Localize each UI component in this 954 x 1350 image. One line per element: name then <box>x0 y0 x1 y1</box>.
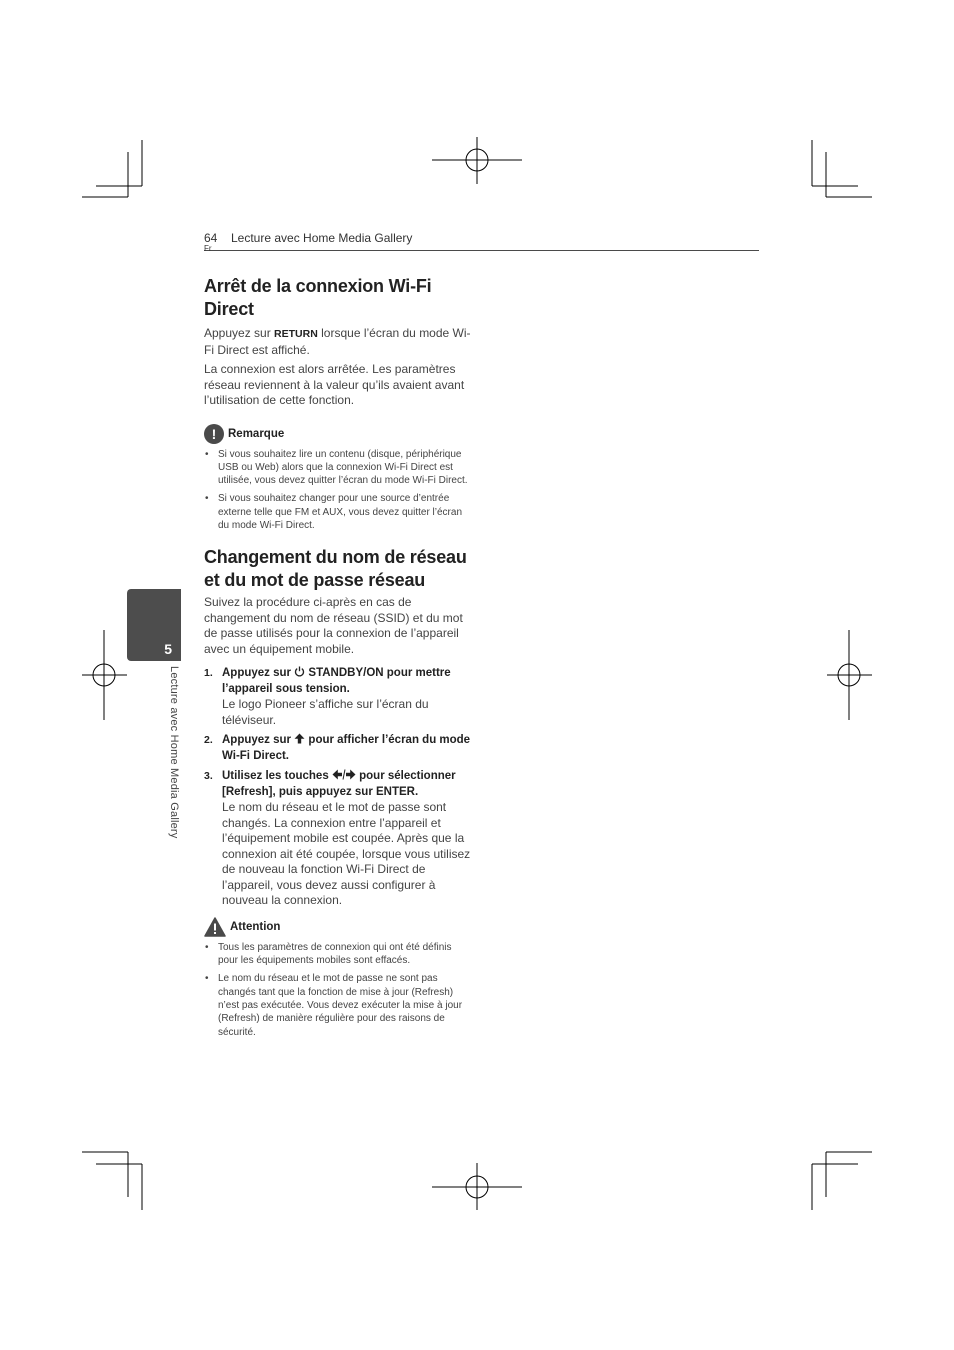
step-title <box>222 769 474 800</box>
text-fragment: pour afficher l’écran du mode Wi-Fi Direct. <box>222 734 471 762</box>
text-fragment: Utilisez les touches <box>222 770 332 783</box>
step-body: Le logo Pioneer s’affiche sur l’écran du téléviseur. <box>222 697 429 727</box>
section-title-stop-wifi-direct: Arrêt de la connexion Wi-Fi Direct <box>204 276 432 319</box>
note-heading <box>204 424 474 444</box>
chapter-label: Lecture avec Home Media Gallery <box>168 666 180 839</box>
note-item: • Si vous souhaitez lire un contenu (disque, périphérique USB ou Web) alors que la connexion Wi-Fi Direct est utilisée, vous devez quitter l’écran du mode Wi-Fi Direct. <box>204 448 474 488</box>
chapter-number: 5 <box>164 641 172 657</box>
paragraph-return-instruction <box>204 326 474 358</box>
attention-item: • Tous les paramètres de connexion qui ont été définis pour les équipements mobiles sont effacés. <box>204 941 474 968</box>
text-fragment: STANDBY/ON pour mettre l’appareil sous tension. <box>222 667 451 695</box>
attention-heading <box>204 917 474 937</box>
warning-triangle-icon <box>204 917 226 937</box>
running-header <box>204 230 759 251</box>
content-column <box>204 275 474 1044</box>
paragraph-intro: Suivez la procédure ci-après en cas de changement du nom de réseau (SSID) et du mot de passe utilisés pour la connexion de l’appareil avec un équipement mobile. <box>204 595 463 656</box>
crop-mark-bottom-right <box>812 1152 872 1210</box>
chapter-tab <box>127 589 181 661</box>
attention-list <box>204 941 474 1039</box>
text-fragment: Appuyez sur <box>204 326 275 340</box>
paragraph-connection-stopped: La connexion est alors arrêtée. Les paramètres réseau reviennent à la valeur qu’ils avaient avant l’utilisation de cette fonction. <box>204 362 465 407</box>
step-number: 2. <box>204 734 213 747</box>
power-icon <box>294 666 305 677</box>
note-item: • Si vous souhaitez changer pour une source d’entrée externe telle que FM et AUX, vous devez quitter l’écran du mode Wi-Fi Direct. <box>204 492 474 532</box>
text-fragment: lorsque l’écran du mode Wi-Fi Direct est affiché. <box>204 326 471 357</box>
step-item <box>204 666 474 728</box>
note-title: Remarque <box>228 427 285 440</box>
step-item <box>204 733 474 764</box>
step-number: 3. <box>204 770 213 783</box>
arrow-left-right-icon <box>332 769 356 780</box>
registration-mark-right <box>827 630 872 720</box>
step-number: 1. <box>204 667 213 680</box>
exclamation-circle-icon: ! <box>204 424 224 444</box>
text-fragment: Appuyez sur <box>222 734 295 747</box>
step-title <box>222 666 474 697</box>
registration-mark-top <box>432 137 522 184</box>
text-fragment: pour sélectionner [Refresh], puis appuyez sur ENTER. <box>222 770 456 798</box>
step-title <box>222 733 474 764</box>
step-item <box>204 769 474 909</box>
registration-mark-bottom <box>432 1163 522 1210</box>
step-body: Le nom du réseau et le mot de passe sont changés. La connexion entre l’appareil et l’équipement mobile est coupée. Après que la connexion ait été coupée, lorsque vous utilisez de nouveau la fonction Wi-Fi Direct de l’appareil, vous devez aussi configurer à nouveau la connexion. <box>222 800 471 908</box>
crop-mark-bottom-left <box>82 1152 142 1210</box>
arrow-up-icon <box>294 733 305 744</box>
steps-list <box>204 666 474 909</box>
page-language: Fr <box>204 244 212 253</box>
attention-title: Attention <box>230 920 281 933</box>
note-list <box>204 448 474 533</box>
text-fragment: Appuyez sur <box>222 667 295 680</box>
section-title-change-network-name: Changement du nom de réseau et du mot de passe réseau <box>204 547 467 591</box>
return-key-label: RETURN <box>274 328 318 340</box>
registration-mark-left <box>82 630 127 720</box>
crop-mark-top-right <box>812 140 872 197</box>
running-title: Lecture avec Home Media Gallery <box>231 231 413 245</box>
page-number: 64 <box>204 231 218 245</box>
crop-mark-top-left <box>82 140 142 197</box>
attention-item: • Le nom du réseau et le mot de passe ne sont pas changés tant que la fonction de mise à jour (Refresh) n’est pas exécutée. Vous devez exécuter la mise à jour (Refresh) de manière régulière pour des raisons de sécurité. <box>204 972 474 1038</box>
